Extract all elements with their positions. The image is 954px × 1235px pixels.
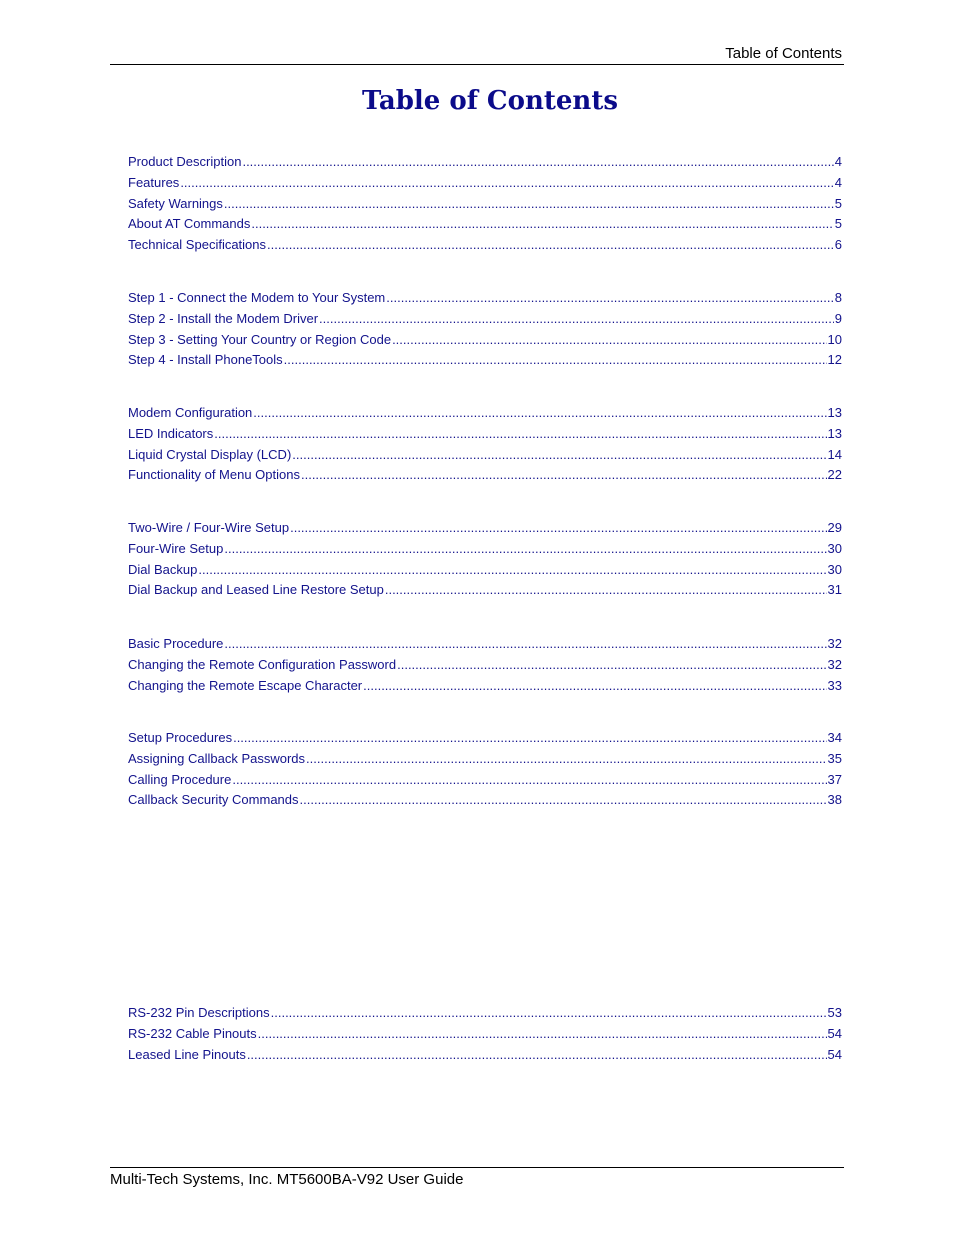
toc-entry-page: 34 bbox=[827, 730, 842, 745]
toc-entry-page: 4 bbox=[834, 174, 842, 190]
toc-entry[interactable] bbox=[128, 467, 842, 488]
toc-entry[interactable] bbox=[128, 352, 842, 373]
toc-section bbox=[128, 1005, 842, 1067]
toc-entry-page: 5 bbox=[834, 216, 842, 232]
toc-entry-page: 8 bbox=[834, 290, 842, 305]
toc-section bbox=[128, 405, 842, 488]
dot-leader bbox=[385, 582, 827, 597]
dot-leader bbox=[247, 1047, 827, 1062]
toc-entry[interactable] bbox=[128, 772, 842, 793]
toc-entry[interactable] bbox=[128, 216, 842, 237]
toc-entry-page: 12 bbox=[827, 352, 842, 368]
toc-entry-page: 5 bbox=[834, 195, 842, 211]
dot-leader bbox=[392, 332, 826, 347]
dot-leader bbox=[363, 678, 826, 693]
toc-entry-label: Setup Procedures bbox=[128, 730, 233, 745]
dot-leader bbox=[224, 196, 834, 211]
dot-leader bbox=[292, 447, 826, 462]
toc-entry[interactable] bbox=[128, 562, 842, 583]
toc-entry-label: Assigning Callback Passwords bbox=[128, 750, 306, 766]
toc-entry-page: 4 bbox=[834, 154, 842, 169]
toc-entry[interactable] bbox=[128, 657, 842, 678]
dot-leader bbox=[253, 405, 826, 420]
dot-leader bbox=[242, 154, 833, 169]
toc-entry-label: Leased Line Pinouts bbox=[128, 1046, 246, 1062]
toc-entry-page: 54 bbox=[827, 1025, 842, 1041]
toc-entry[interactable] bbox=[128, 520, 842, 541]
toc-entry[interactable] bbox=[128, 405, 842, 426]
toc-entry[interactable] bbox=[128, 426, 842, 447]
dot-leader bbox=[290, 520, 826, 535]
toc-entry[interactable] bbox=[128, 154, 842, 175]
toc-entry[interactable] bbox=[128, 730, 842, 751]
toc-entry-page: 37 bbox=[827, 771, 842, 787]
document-title: Table of Contents bbox=[362, 86, 618, 116]
toc-section bbox=[128, 290, 842, 373]
toc-entry[interactable] bbox=[128, 1026, 842, 1047]
toc-entry-label: Safety Warnings bbox=[128, 195, 223, 211]
page-footer bbox=[110, 1167, 844, 1188]
toc-entry[interactable] bbox=[128, 332, 842, 353]
toc-entry-label: Calling Procedure bbox=[128, 771, 232, 787]
toc-entry-label: Liquid Crystal Display (LCD) bbox=[128, 446, 292, 462]
dot-leader bbox=[258, 1026, 827, 1041]
toc-entry-label: Technical Specifications bbox=[128, 237, 267, 253]
toc-entry[interactable] bbox=[128, 541, 842, 562]
footer-text: Multi-Tech Systems, Inc. MT5600BA-V92 User Guide bbox=[110, 1171, 464, 1188]
toc-entry[interactable] bbox=[128, 311, 842, 332]
toc-entry-label: Dial Backup bbox=[128, 561, 198, 577]
toc-entry[interactable] bbox=[128, 175, 842, 196]
toc-entry-label: Four-Wire Setup bbox=[128, 540, 224, 556]
toc-entry[interactable] bbox=[128, 751, 842, 772]
toc-entry-page: 13 bbox=[827, 425, 842, 441]
toc-entry-page: 14 bbox=[827, 446, 842, 462]
toc-entry-page: 35 bbox=[827, 750, 842, 766]
toc-entry[interactable] bbox=[128, 678, 842, 699]
toc-entry-label: Changing the Remote Configuration Password bbox=[128, 656, 397, 672]
toc-entry-label: LED Indicators bbox=[128, 425, 214, 441]
dot-leader bbox=[180, 175, 833, 190]
toc-entry-page: 32 bbox=[827, 636, 842, 651]
toc-entry-label: Dial Backup and Leased Line Restore Setup bbox=[128, 582, 384, 598]
toc-entry[interactable] bbox=[128, 290, 842, 311]
dot-leader bbox=[233, 730, 826, 745]
dot-leader bbox=[300, 792, 827, 807]
toc-entry-label: Product Description bbox=[128, 154, 242, 169]
toc-entry-page: 9 bbox=[834, 310, 842, 326]
dot-leader bbox=[306, 751, 827, 766]
toc-section bbox=[128, 520, 842, 603]
toc-entry-page: 32 bbox=[827, 656, 842, 672]
dot-leader bbox=[251, 216, 833, 231]
dot-leader bbox=[319, 311, 834, 326]
toc-section bbox=[128, 730, 842, 813]
dot-leader bbox=[214, 426, 826, 441]
toc-entry-page: 53 bbox=[827, 1005, 842, 1020]
dot-leader bbox=[198, 562, 826, 577]
toc-entry[interactable] bbox=[128, 447, 842, 468]
page-header bbox=[110, 44, 844, 65]
dot-leader bbox=[397, 657, 826, 672]
toc-entry-page: 30 bbox=[827, 561, 842, 577]
toc-entry[interactable] bbox=[128, 636, 842, 657]
dot-leader bbox=[224, 636, 826, 651]
toc-entry-page: 6 bbox=[834, 237, 842, 253]
toc-entry-page: 22 bbox=[827, 467, 842, 483]
toc-section bbox=[128, 636, 842, 698]
toc-entry-label: Step 1 - Connect the Modem to Your System bbox=[128, 290, 386, 305]
toc-entry-label: Modem Configuration bbox=[128, 405, 253, 420]
toc-entry-page: 31 bbox=[827, 582, 842, 598]
toc-entry-label: Features bbox=[128, 174, 180, 190]
toc-entry-label: RS-232 Pin Descriptions bbox=[128, 1005, 270, 1020]
dot-leader bbox=[271, 1005, 827, 1020]
dot-leader bbox=[284, 352, 827, 367]
toc-entry-page: 38 bbox=[827, 792, 842, 808]
toc-entry[interactable] bbox=[128, 792, 842, 813]
toc-entry-page: 33 bbox=[827, 677, 842, 693]
dot-leader bbox=[301, 467, 827, 482]
toc-entry[interactable] bbox=[128, 1005, 842, 1026]
toc-entry-label: RS-232 Cable Pinouts bbox=[128, 1025, 257, 1041]
dot-leader bbox=[224, 541, 826, 556]
toc-entry-page: 54 bbox=[827, 1046, 842, 1062]
header-title: Table of Contents bbox=[725, 45, 842, 62]
toc-section bbox=[128, 154, 842, 258]
toc-entry[interactable] bbox=[128, 1047, 842, 1068]
toc-entry-label: Changing the Remote Escape Character bbox=[128, 677, 363, 693]
toc-entry-label: Functionality of Menu Options bbox=[128, 467, 300, 483]
toc-entry-page: 29 bbox=[827, 520, 842, 535]
toc-entry-label: Basic Procedure bbox=[128, 636, 224, 651]
toc-entry-label: Step 4 - Install PhoneTools bbox=[128, 352, 283, 368]
toc-entry-label: Two-Wire / Four-Wire Setup bbox=[128, 520, 290, 535]
toc-entry[interactable] bbox=[128, 582, 842, 603]
toc-entry-label: Callback Security Commands bbox=[128, 792, 299, 808]
toc-entry-label: About AT Commands bbox=[128, 216, 251, 232]
dot-leader bbox=[386, 290, 834, 305]
dot-leader bbox=[232, 772, 826, 787]
toc-entry-page: 30 bbox=[827, 540, 842, 556]
toc-entry-label: Step 3 - Setting Your Country or Region Code bbox=[128, 331, 392, 347]
dot-leader bbox=[267, 237, 834, 252]
toc-entry-label: Step 2 - Install the Modem Driver bbox=[128, 310, 319, 326]
toc-entry[interactable] bbox=[128, 237, 842, 258]
toc-entry-page: 13 bbox=[827, 405, 842, 420]
toc-entry[interactable] bbox=[128, 196, 842, 217]
toc-entry-page: 10 bbox=[827, 331, 842, 347]
